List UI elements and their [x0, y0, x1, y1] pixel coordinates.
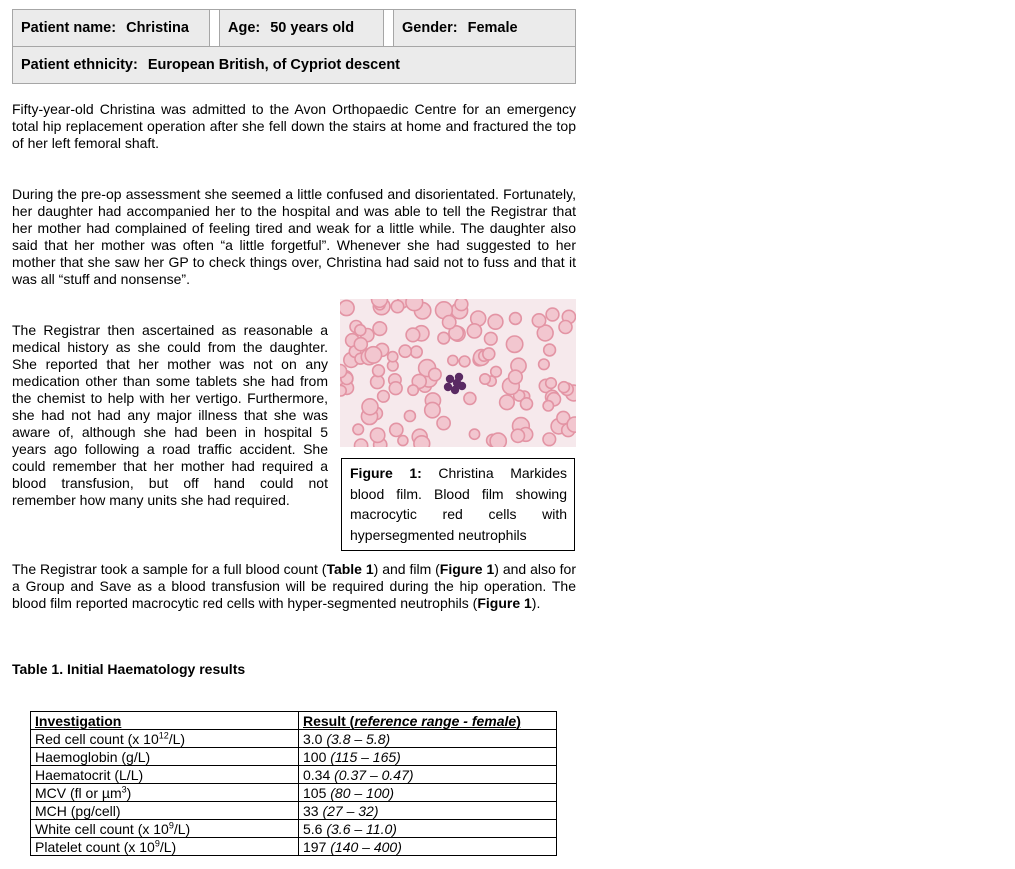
result-value: 105 [303, 784, 327, 801]
red-cell [399, 345, 411, 357]
result-value: 5.6 [303, 820, 323, 837]
result-cell [299, 730, 557, 748]
sample-text-4: ). [531, 595, 541, 611]
red-cell [406, 328, 420, 342]
result-value: 197 [303, 838, 327, 855]
red-cell [370, 428, 384, 442]
header-result-text: Result ( [303, 712, 355, 729]
red-cell [500, 395, 515, 410]
result-cell [299, 748, 557, 766]
table-row [31, 802, 557, 820]
investigation-unit-exponent: 9 [154, 837, 160, 848]
reference-range: (115 – 165) [330, 748, 401, 765]
table-row [31, 748, 557, 766]
investigation-unit-exponent: 9 [168, 819, 174, 830]
table-header-row [31, 712, 557, 730]
investigation-cell [31, 784, 299, 802]
investigation-unit-suffix: /L) [168, 730, 186, 747]
patient-age-cell [219, 10, 383, 46]
figure-caption [341, 458, 575, 551]
figure-caption-text: Christina Markides blood film. Blood film showing macrocytic red cells with hypersegmented neutrophils [350, 465, 567, 543]
red-cell [543, 433, 556, 446]
red-cell [485, 332, 498, 345]
red-cell [411, 346, 423, 358]
red-cell [414, 436, 430, 447]
red-cell [510, 313, 522, 325]
red-cell [354, 338, 367, 351]
header-investigation: Investigation [31, 712, 299, 730]
red-cell [521, 398, 533, 410]
red-cell [558, 382, 569, 393]
red-cell [355, 439, 368, 447]
patient-gender-value: Female [467, 20, 518, 36]
red-cell [546, 308, 559, 321]
patient-name-cell [13, 10, 209, 46]
investigation-name: Haemoglobin (g/L) [35, 748, 151, 765]
red-cell [408, 385, 418, 395]
red-cell [438, 332, 450, 344]
patient-header-row-2 [13, 46, 575, 83]
investigation-cell [31, 766, 299, 784]
paragraph-admission: Fifty-year-old Christina was admitted to the Avon Orthopaedic Centre for an emergency total hip replacement operation after she fell down the stairs at home and fractured the top of her left femoral shaft. [12, 101, 576, 151]
patient-ethnicity-value: European British, of Cypriot descent [147, 57, 400, 73]
patient-name-label: Patient name: [21, 20, 117, 36]
patient-gender-cell [393, 10, 575, 46]
red-cell [544, 344, 556, 356]
red-cell [532, 314, 545, 327]
red-cell [559, 321, 572, 334]
red-cell [437, 417, 450, 430]
header-close-text: ) [516, 712, 521, 729]
table-ref: Table 1 [326, 561, 374, 577]
patient-age-value: 50 years old [270, 20, 355, 36]
figure-caption-label: Figure 1: [350, 465, 422, 481]
table-row [31, 820, 557, 838]
red-cell [340, 300, 354, 315]
red-cell [464, 392, 476, 404]
red-cell [448, 355, 458, 365]
sample-text-2: ) and film ( [373, 561, 440, 577]
result-value: 100 [303, 748, 327, 765]
investigation-name: Red cell count (x 10 [35, 730, 159, 747]
paragraph-pre-op: During the pre-op assessment she seemed a little confused and disorientated. Fortunately, her daughter had accompanied her to the hospital and was able to tell the Registrar that her mother had complained of feeling tired and weak for a little while. The daughter also said that her mother was often “a little forgetful”. Whenever she had suggested to her mother that she saw her GP to check things over, Christina had said not to fuss and that it was all “stuff and nonsense”. [12, 186, 576, 287]
sample-text-3: ) and also for a Group and Save as a blood transfusion will be required during the hip operation. The blood film reported macrocytic red cells with hyper-segmented neutrophils ( [12, 561, 576, 611]
red-cell [340, 365, 347, 378]
result-value: 3.0 [303, 730, 323, 747]
red-cell [443, 316, 456, 329]
red-cell [469, 429, 479, 439]
red-cell [378, 391, 390, 403]
red-cell [483, 348, 495, 360]
red-cell [467, 324, 481, 338]
red-cell [373, 365, 385, 377]
red-cell [425, 402, 440, 417]
paragraph-history: The Registrar then ascertained as reasonable a medical history as she could from the daughter. She reported that her mother was not on any medication other than some tablets she had from the chemist to help with her vertigo. Furthermore, she had not had any major illness that she was aware of, although she had been in hospital 5 years ago following a road traffic accident. She could remember that her mother had required a blood transfusion, but off hand could not remember how many units she had required. [12, 322, 328, 508]
red-cell [455, 299, 468, 311]
reference-range: (3.8 – 5.8) [326, 730, 391, 747]
investigation-unit-suffix: /L) [173, 820, 191, 837]
blood-film-drawing [340, 299, 576, 447]
investigation-unit-exponent: 3 [121, 783, 127, 794]
table-row [31, 730, 557, 748]
reference-range: (27 – 32) [322, 802, 379, 819]
investigation-unit-suffix: /L) [159, 838, 177, 855]
sample-text-1: The Registrar took a sample for a full blood count ( [12, 561, 327, 577]
investigation-name: MCH (pg/cell) [35, 802, 121, 819]
red-cell [389, 382, 402, 395]
red-cell [365, 347, 381, 363]
neutrophil-lobe [453, 379, 461, 387]
red-cell [362, 399, 378, 415]
investigation-cell [31, 748, 299, 766]
red-cell [511, 429, 524, 442]
table-row [31, 766, 557, 784]
result-value: 0.34 [303, 766, 331, 783]
figure-ref: Figure 1 [439, 561, 495, 577]
red-cell [539, 359, 550, 370]
patient-header [12, 9, 576, 84]
red-cell [509, 370, 523, 384]
red-cell [488, 314, 503, 329]
red-cell [372, 299, 388, 307]
investigation-cell [31, 820, 299, 838]
red-cell [373, 322, 387, 336]
red-cell [406, 299, 423, 311]
result-value: 33 [303, 802, 319, 819]
reference-range: (0.37 – 0.47) [334, 766, 414, 783]
red-cell [480, 374, 490, 384]
header-result [299, 712, 557, 730]
investigation-cell [31, 802, 299, 820]
investigation-name: White cell count (x 10 [35, 820, 169, 837]
investigation-cell [31, 730, 299, 748]
red-cell [388, 352, 398, 362]
red-cell [543, 401, 553, 411]
result-cell [299, 820, 557, 838]
result-cell [299, 784, 557, 802]
patient-ethnicity-cell [13, 47, 575, 83]
paragraph-sample [12, 561, 576, 612]
result-cell [299, 838, 557, 856]
red-cell [567, 417, 576, 432]
investigation-unit-exponent: 12 [158, 729, 169, 740]
red-cell [546, 378, 557, 389]
investigation-cell [31, 838, 299, 856]
investigation-name: Haematocrit (L/L) [35, 766, 144, 783]
patient-ethnicity-label: Patient ethnicity: [21, 57, 138, 73]
header-spacer [383, 10, 393, 46]
red-cell [390, 423, 403, 436]
table-title: Table 1. Initial Haematology results [12, 661, 246, 677]
red-cell [391, 300, 403, 312]
header-range-text: reference range - female [354, 712, 517, 729]
reference-range: (3.6 – 11.0) [326, 820, 397, 837]
investigation-unit-suffix: ) [126, 784, 132, 801]
blood-film-image [340, 299, 576, 447]
investigation-name: Platelet count (x 10 [35, 838, 155, 855]
investigation-name: MCV (fl or µm [35, 784, 122, 801]
red-cell [353, 424, 364, 435]
patient-age-label: Age: [228, 20, 261, 36]
red-cell [404, 411, 415, 422]
reference-range: (80 – 100) [330, 784, 395, 801]
red-cell [398, 436, 408, 446]
result-cell [299, 802, 557, 820]
red-cell [355, 325, 366, 336]
red-cell [506, 336, 522, 352]
haematology-table [30, 711, 557, 856]
table-row [31, 838, 557, 856]
result-cell [299, 766, 557, 784]
patient-gender-label: Gender: [402, 20, 458, 36]
patient-name-value: Christina [126, 20, 189, 36]
red-cell [340, 385, 346, 396]
red-cell [490, 433, 506, 447]
table-row [31, 784, 557, 802]
reference-range: (140 – 400) [330, 838, 402, 855]
header-spacer [209, 10, 219, 46]
red-cell [429, 368, 441, 380]
neutrophil-lobe [444, 383, 452, 391]
patient-header-row-1 [13, 10, 575, 46]
red-cell [459, 356, 470, 367]
red-cell [491, 366, 502, 377]
figure-ref-2: Figure 1 [477, 595, 532, 611]
